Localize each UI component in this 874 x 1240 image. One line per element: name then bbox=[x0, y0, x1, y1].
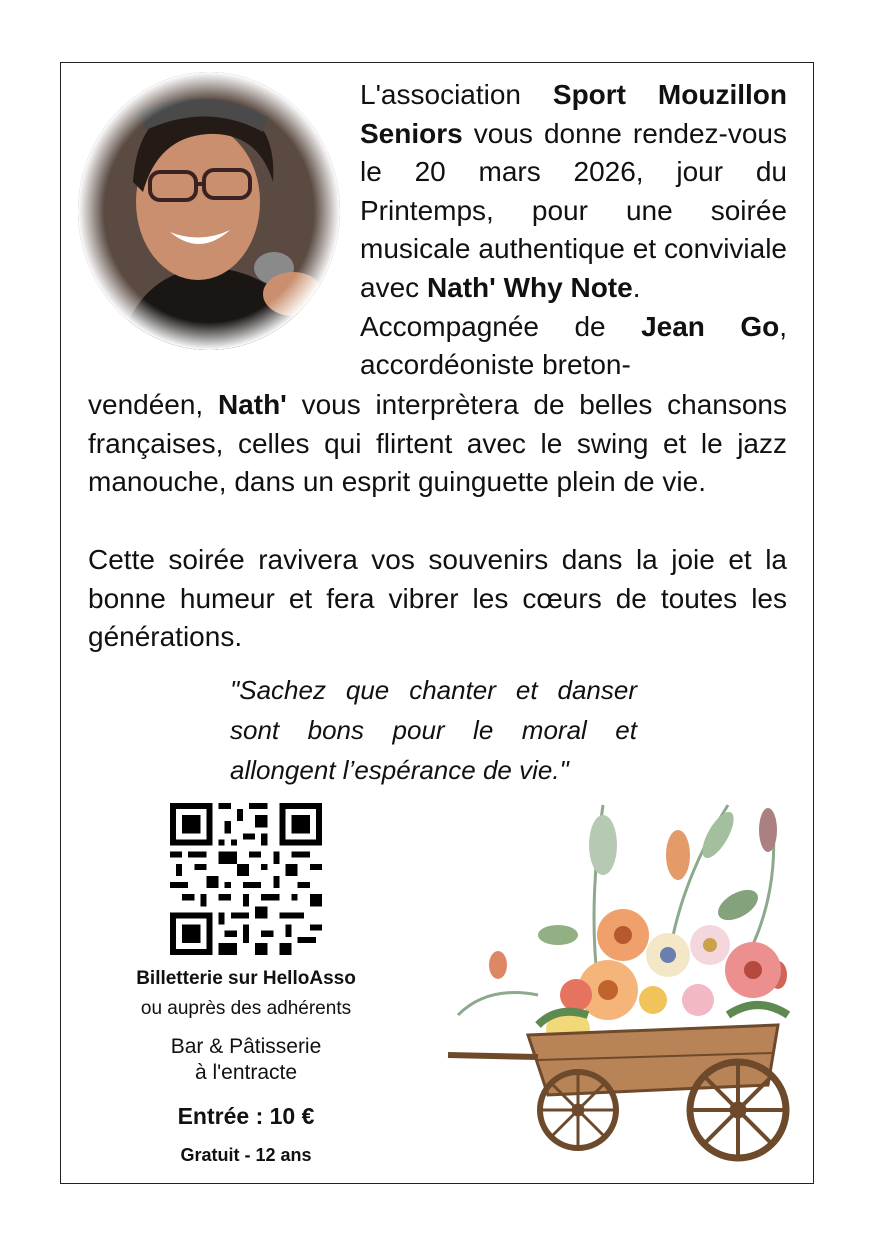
intro-paragraph bbox=[360, 76, 787, 385]
intro-text-2: vous donne rendez-vous le 20 mars 2026, jour du Printemps, pour une soirée musicale authentique et conviviale avec bbox=[360, 117, 787, 303]
org-name: Sport Mouzillon Seniors bbox=[360, 79, 787, 149]
body-text-2: vous interprètera de belles chansons françaises, celles qui flirtent avec le swing et le jazz manouche, dans un esprit guinguette plein de vie. bbox=[88, 389, 787, 498]
musician-name: Jean Go bbox=[641, 310, 780, 342]
intro-text-5: , accordéoniste breton- bbox=[360, 310, 787, 381]
bar-line-1: Bar & Pâtisserie bbox=[170, 1035, 322, 1058]
free-entry-note: Gratuit - 12 ans bbox=[180, 1145, 312, 1165]
intro-text-3: . bbox=[632, 271, 641, 303]
intro-text-4: Accompagnée de bbox=[360, 310, 642, 342]
body-text-1: vendéen, bbox=[88, 389, 218, 420]
quote-text: "Sachez que chanter et danser sont bons pour le moral et allongent l’espérance de vie." bbox=[230, 675, 637, 785]
memories-paragraph: Cette soirée ravivera vos souvenirs dans la joie et la bonne humeur et fera vibrer les cœurs de toutes les générations. bbox=[88, 544, 787, 653]
intro-text-1: L'association bbox=[360, 79, 553, 110]
body-paragraph bbox=[88, 386, 787, 502]
ticketing-title: Billetterie sur HelloAsso bbox=[136, 968, 356, 989]
portrait-icon bbox=[78, 72, 340, 350]
flower-cart-illustration-icon bbox=[428, 785, 808, 1175]
artist-name: Nath' Why Note bbox=[426, 271, 633, 303]
bar-line-2: à l'entracte bbox=[194, 1061, 298, 1084]
qr-code-icon[interactable] bbox=[170, 803, 322, 955]
artist-short-name: Nath' bbox=[217, 389, 287, 420]
entry-price: Entrée : 10 € bbox=[177, 1103, 315, 1129]
ticketing-subtitle: ou auprès des adhérents bbox=[140, 998, 352, 1019]
singer-portrait-image bbox=[78, 72, 340, 350]
